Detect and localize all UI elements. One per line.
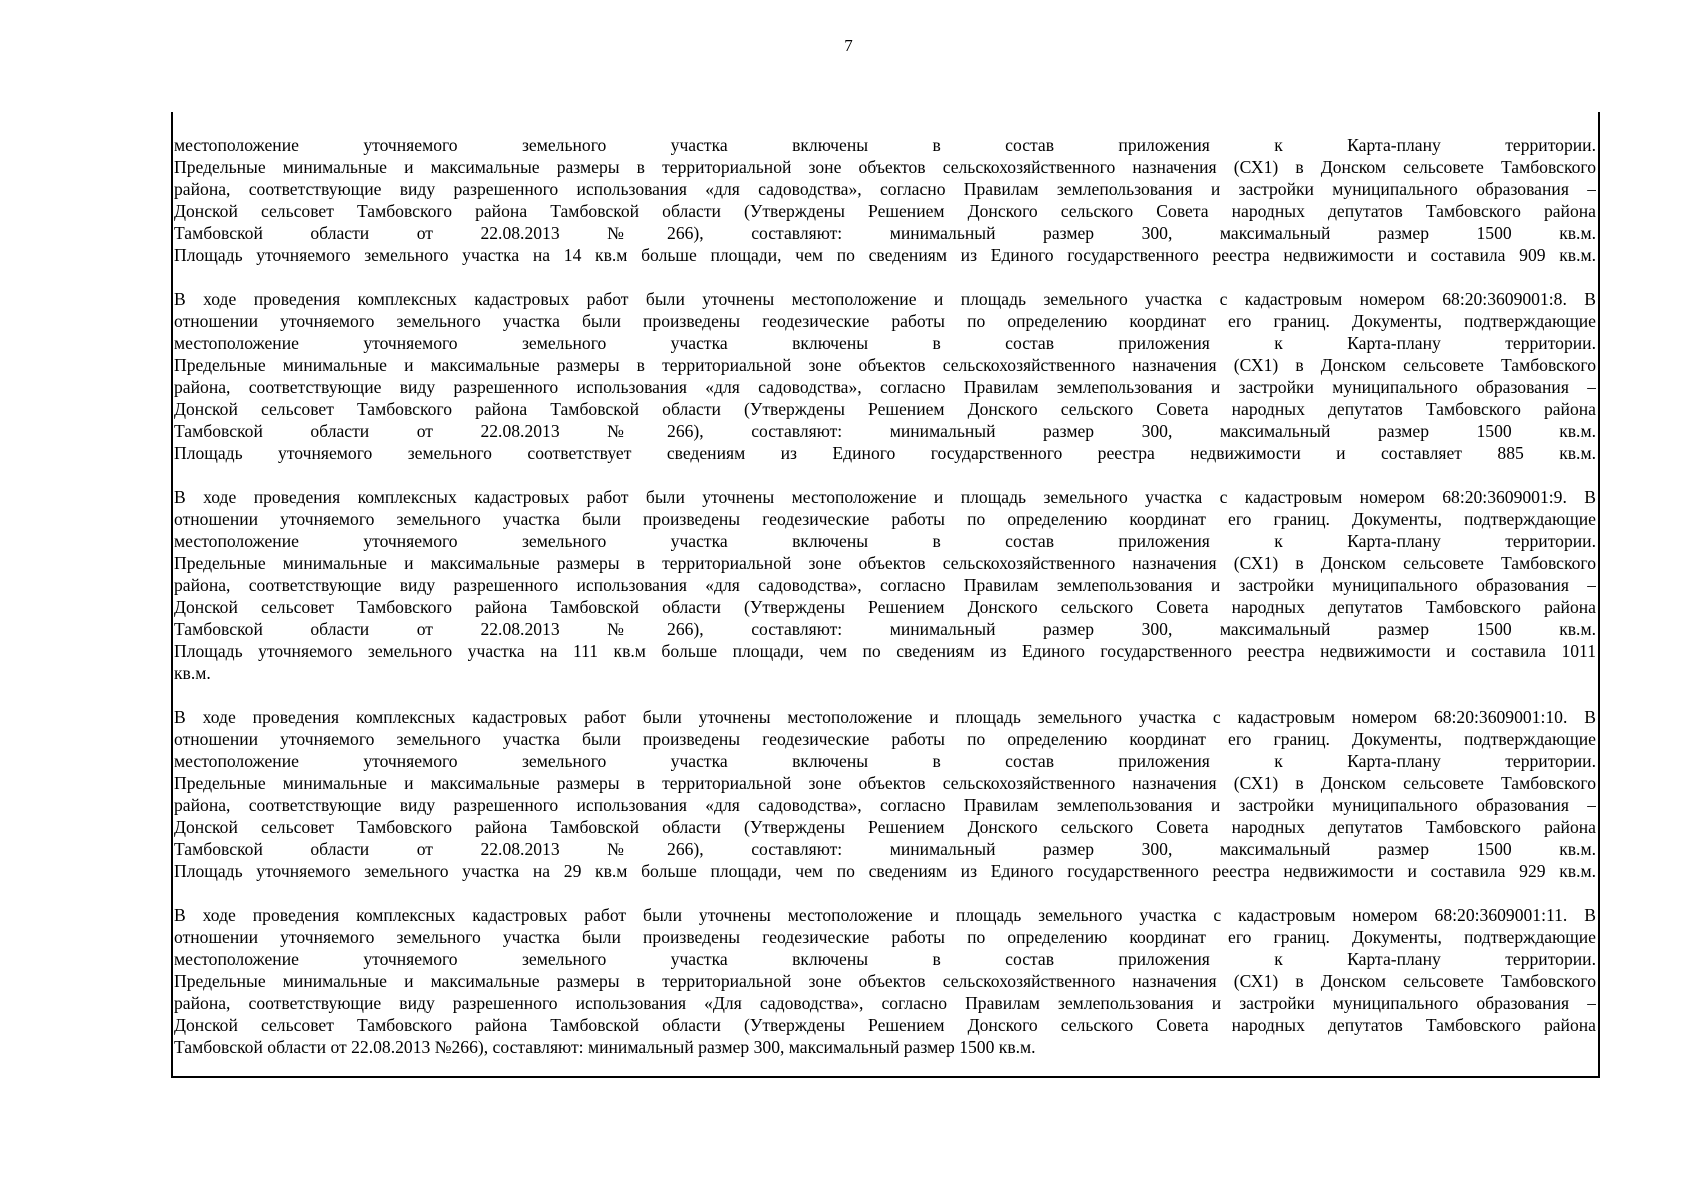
text-line: Тамбовской области от 22.08.2013 №266), составляют: минимальный размер 300, максимальный размер 1500 кв.м. [174, 421, 1596, 441]
text-line: местоположение уточняемого земельного участка включены в состав приложения к Карта-плану территории. [174, 531, 1596, 551]
text-line: В ходе проведения комплексных кадастровых работ были уточнены местоположение и площадь земельного участка с кадастровым номером 68:20:3609001:11. В [174, 905, 1596, 925]
text-line: Предельные минимальные и максимальные размеры в территориальной зоне объектов сельскохозяйственного назначения (СХ1) в Донском сельсовете Тамбовского [174, 773, 1596, 793]
paragraph [174, 486, 1596, 684]
text-line: Предельные минимальные и максимальные размеры в территориальной зоне объектов сельскохозяйственного назначения (СХ1) в Донском сельсовете Тамбовского [174, 971, 1596, 991]
text-line: района, соответствующие виду разрешенного использования «Для садоводства», согласно Правилам землепользования и застройки муниципального образования – [174, 993, 1596, 1013]
text-line: В ходе проведения комплексных кадастровых работ были уточнены местоположение и площадь земельного участка с кадастровым номером 68:20:3609001:10. В [174, 707, 1596, 727]
text-line: Донской сельсовет Тамбовского района Тамбовской области (Утверждены Решением Донского сельского Совета народных депутатов Тамбовского района [174, 201, 1596, 221]
text-line: местоположение уточняемого земельного участка включены в состав приложения к Карта-плану территории. [174, 135, 1596, 155]
text-line: отношении уточняемого земельного участка были произведены геодезические работы по определению координат его границ. Документы, подтверждающие [174, 509, 1596, 529]
text-line: района, соответствующие виду разрешенного использования «для садоводства», согласно Правилам землепользования и застройки муниципального образования – [174, 377, 1596, 397]
text-line: Тамбовской области от 22.08.2013 №266), составляют: минимальный размер 300, максимальный размер 1500 кв.м. [174, 839, 1596, 859]
text-line: Тамбовской области от 22.08.2013 №266), составляют: минимальный размер 300, максимальный размер 1500 кв.м. [174, 1037, 1036, 1057]
text-line: Тамбовской области от 22.08.2013 №266), составляют: минимальный размер 300, максимальный размер 1500 кв.м. [174, 619, 1596, 639]
text-line: Площадь уточняемого земельного участка на 29 кв.м больше площади, чем по сведениям из Единого государственного реестра недвижимости и составила 929 кв.м. [174, 861, 1596, 881]
text-line: Предельные минимальные и максимальные размеры в территориальной зоне объектов сельскохозяйственного назначения (СХ1) в Донском сельсовете Тамбовского [174, 553, 1596, 573]
text-line: Площадь уточняемого земельного участка на 111 кв.м больше площади, чем по сведениям из Единого государственного реестра недвижимости и составила 1011 [174, 641, 1596, 661]
text-line: местоположение уточняемого земельного участка включены в состав приложения к Карта-плану территории. [174, 949, 1596, 969]
text-line: района, соответствующие виду разрешенного использования «для садоводства», согласно Правилам землепользования и застройки муниципального образования – [174, 575, 1596, 595]
text-line: Площадь уточняемого земельного участка на 14 кв.м больше площади, чем по сведениям из Единого государственного реестра недвижимости и составила 909 кв.м. [174, 245, 1596, 265]
text-line: Предельные минимальные и максимальные размеры в территориальной зоне объектов сельскохозяйственного назначения (СХ1) в Донском сельсовете Тамбовского [174, 355, 1596, 375]
text-line: Донской сельсовет Тамбовского района Тамбовской области (Утверждены Решением Донского сельского Совета народных депутатов Тамбовского района [174, 817, 1596, 837]
text-line: отношении уточняемого земельного участка были произведены геодезические работы по определению координат его границ. Документы, подтверждающие [174, 729, 1596, 749]
text-line: В ходе проведения комплексных кадастровых работ были уточнены местоположение и площадь земельного участка с кадастровым номером 68:20:3609001:9. В [174, 487, 1596, 507]
text-line: местоположение уточняемого земельного участка включены в состав приложения к Карта-плану территории. [174, 751, 1596, 771]
text-line: отношении уточняемого земельного участка были произведены геодезические работы по определению координат его границ. Документы, подтверждающие [174, 311, 1596, 331]
text-line: отношении уточняемого земельного участка были произведены геодезические работы по определению координат его границ. Документы, подтверждающие [174, 927, 1596, 947]
text-line: Предельные минимальные и максимальные размеры в территориальной зоне объектов сельскохозяйственного назначения (СХ1) в Донском сельсовете Тамбовского [174, 157, 1596, 177]
text-line: Площадь уточняемого земельного соответствует сведениям из Единого государственного реестра недвижимости и составляет 885 кв.м. [174, 443, 1596, 463]
text-line: Донской сельсовет Тамбовского района Тамбовской области (Утверждены Решением Донского сельского Совета народных депутатов Тамбовского района [174, 597, 1596, 617]
paragraph [174, 904, 1596, 1058]
document-body [174, 134, 1596, 1058]
paragraph [174, 706, 1596, 882]
paragraph [174, 288, 1596, 464]
text-line: Тамбовской области от 22.08.2013 №266), составляют: минимальный размер 300, максимальный размер 1500 кв.м. [174, 223, 1596, 243]
text-line: Донской сельсовет Тамбовского района Тамбовской области (Утверждены Решением Донского сельского Совета народных депутатов Тамбовского района [174, 399, 1596, 419]
text-line: В ходе проведения комплексных кадастровых работ были уточнены местоположение и площадь земельного участка с кадастровым номером 68:20:3609001:8. В [174, 289, 1596, 309]
text-line: Донской сельсовет Тамбовского района Тамбовской области (Утверждены Решением Донского сельского Совета народных депутатов Тамбовского района [174, 1015, 1596, 1035]
paragraph [174, 134, 1596, 266]
text-line: района, соответствующие виду разрешенного использования «для садоводства», согласно Правилам землепользования и застройки муниципального образования – [174, 795, 1596, 815]
text-line: района, соответствующие виду разрешенного использования «для садоводства», согласно Правилам землепользования и застройки муниципального образования – [174, 179, 1596, 199]
page-number: 7 [844, 36, 853, 55]
text-line: кв.м. [174, 663, 211, 683]
text-line: местоположение уточняемого земельного участка включены в состав приложения к Карта-плану территории. [174, 333, 1596, 353]
